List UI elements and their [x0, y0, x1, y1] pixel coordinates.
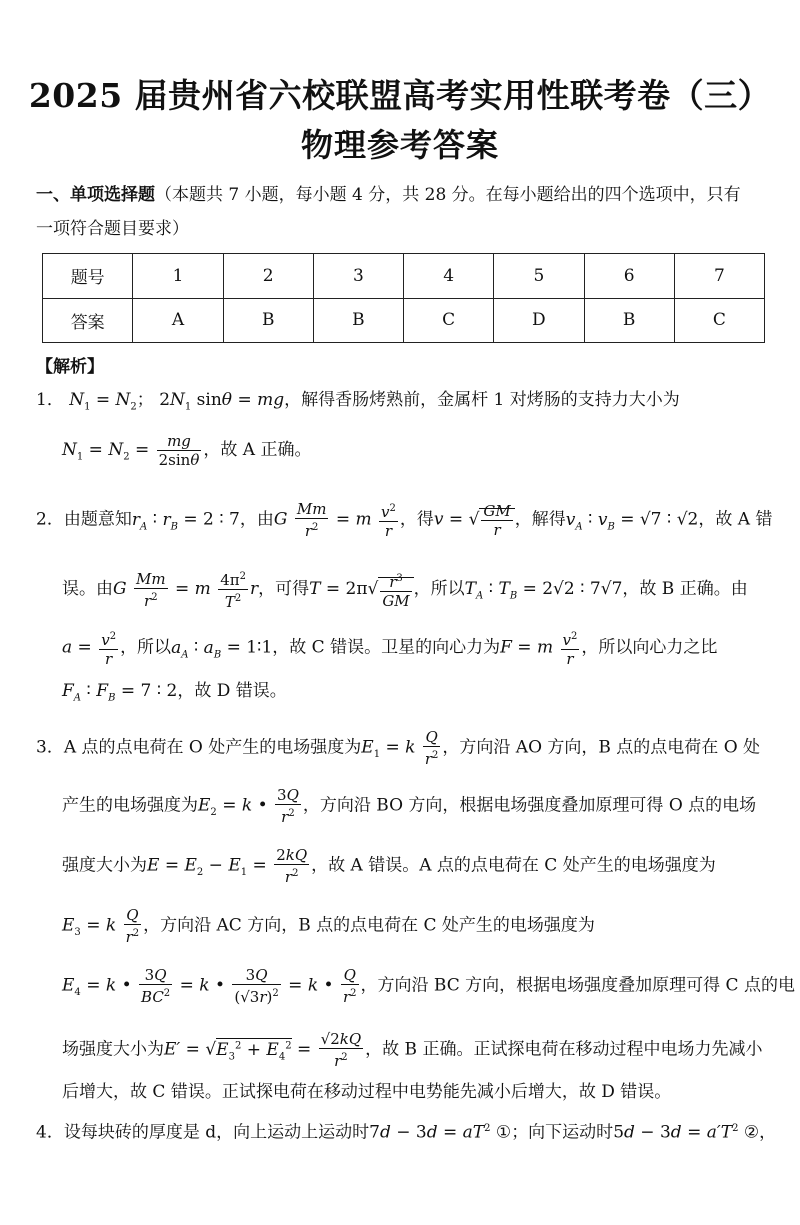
q4-number: 4．	[36, 1122, 64, 1143]
table-cell: 6	[584, 254, 674, 299]
table-cell: 4	[404, 254, 494, 299]
table-cell: B	[313, 298, 403, 343]
q2-text: ，所以向心力之比	[581, 637, 718, 658]
q3-line-3: 强度大小为$E = E_2 - E_1$ = $\frac{2kQ}{r^2}$ ，故 A 错误。A 点的点电荷在 C 处产生的电场强度为	[62, 846, 716, 886]
q2-text: ，得	[399, 509, 434, 530]
table-cell-label: 题号	[43, 254, 133, 299]
section-1-desc: （本题共 7 小题，每小题 4 分，共 28 分。在每小题给出的四个选项中，只有	[155, 185, 741, 205]
q3-line-1: 3．A 点的点电荷在 O 处产生的电场强度为$E_1 = k$ $\frac{Q}{r^2}$ ，方向沿 AO 方向，B 点的点电荷在 O 处	[36, 728, 761, 768]
q3-text: ，方向沿 BO 方向，根据电场强度叠加原理可得 O 点的电场	[302, 795, 757, 816]
q2-text: ，所以	[120, 637, 172, 658]
table-row	[43, 254, 765, 299]
q2-line-1: 2．由题意知$r_A$ ∶ $r_B = 2$ ∶ 7，由G $\frac{Mm}{r^2}$ = m $\frac{v^2}{r}$ ，得v = √ $\frac{GM}{r}$ ，解得$v_A$ ∶ $v_B = √7$ ∶ √2，故 A 错	[36, 500, 773, 540]
q3-number: 3．	[36, 737, 64, 758]
q4-line-1: 4．设每块砖的厚度是 d，向上运动上运动时$7d - 3d = aT^2$ ①；向下运动时$5d - 3d = a'T^2$ ②，	[36, 1122, 777, 1143]
q2-text: 误。由	[62, 579, 113, 599]
q2-text: ，解得	[514, 509, 566, 530]
q1-text: ，故 A 正确。	[203, 440, 312, 460]
q2-text: ，故 C 错误。卫星的向心力为	[272, 637, 501, 658]
q2-number: 2．	[36, 509, 64, 530]
page-title: 2025 届贵州省六校联盟高考实用性联考卷（三）	[28, 76, 772, 115]
q3-line-5: $E_4 = k$ • $\frac{3Q}{BC^2}$ = k • $\frac{3Q}{(√3r)^2}$ = k • $\frac{Q}{r^2}$ ，方向沿 BC 方向，根据电场强度叠加原理可得 C 点的电	[62, 966, 795, 1006]
q2-text: 由题意知	[63, 509, 132, 530]
q3-line-2: 产生的电场强度为$E_2 = k$ • $\frac{3Q}{r^2}$ ，方向沿 BO 方向，根据电场强度叠加原理可得 O 点的电场	[62, 786, 757, 826]
q2-text: ，所以	[413, 579, 465, 599]
table-cell: C	[404, 298, 494, 343]
q2-text: ，可得	[258, 579, 310, 599]
q1-text: ；	[136, 390, 154, 410]
q3-line-6: 场强度大小为$E' = √E_3^2 + E_4^2$ = $\frac{√2kQ}{r^2}$ ，故 B 正确。正试探电荷在移动过程中电场力先减小	[62, 1030, 763, 1070]
analysis-heading: 【解析】	[36, 357, 104, 377]
q1-line-1: 1． $N_1 = N_2$； $2N_1$ sinθ = mg，解得香肠烤熟前，金属杆 1 对烤肠的支持力大小为	[36, 390, 680, 413]
section-1-desc-2: 一项符合题目要求）	[36, 219, 189, 239]
answer-table	[42, 253, 765, 343]
q2-text: ，故 D 错误。	[177, 681, 287, 701]
q1-number: 1．	[36, 390, 64, 410]
q3-text: ，方向沿 BC 方向，根据电场强度叠加原理可得 C 点的电	[360, 975, 795, 996]
section-1-intro	[36, 178, 766, 246]
q3-line-4: $E_3 = k$ $\frac{Q}{r^2}$ ，方向沿 AC 方向，B 点的点电荷在 C 处产生的电场强度为	[62, 906, 595, 946]
section-1-heading: 一、单项选择题	[36, 185, 155, 205]
table-cell: B	[223, 298, 313, 343]
q4-text: 设每块砖的厚度是 d，向上运动上运动时	[63, 1122, 370, 1143]
table-cell: 1	[133, 254, 223, 299]
q2-line-2: 误。由G $\frac{Mm}{r^2}$ = m $\frac{4\pi^2}{T^2}$ r，可得T = 2π√ $\frac{r^3}{GM}$ ，所以$T_A$ ∶ $T_B = 2√2$ ∶ 7√7，故 B 正确。由	[62, 569, 748, 611]
q4-text: ；向下运动时	[511, 1122, 614, 1143]
table-cell: 7	[674, 254, 764, 299]
q1-line-2: $N_1 = N_2$ = $\frac{mg}{2\sin\theta}$ ，故 A 正确。	[62, 432, 312, 469]
q3-line-7: 后增大，故 C 错误。正试探电荷在移动过程中电势能先减小后增大，故 D 错误。	[62, 1082, 672, 1102]
q4-text: ，	[759, 1122, 777, 1143]
q3-text: 场强度大小为	[62, 1039, 164, 1060]
table-cell: C	[674, 298, 764, 343]
table-row	[43, 298, 765, 343]
q3-text: 产生的电场强度为	[62, 795, 198, 816]
q3-text: A 点的点电荷在 O 处产生的电场强度为	[63, 737, 362, 758]
q3-text: 强度大小为	[62, 855, 147, 876]
table-cell: 2	[223, 254, 313, 299]
page-subtitle: 物理参考答案	[300, 126, 499, 164]
q2-text: ，由	[239, 509, 274, 530]
table-cell: 3	[313, 254, 403, 299]
q3-text: ，故 B 正确。正试探电荷在移动过程中电场力先减小	[365, 1039, 763, 1060]
q2-text: ，故 A 错	[698, 509, 773, 530]
q1-text: ，解得香肠烤熟前，金属杆 1 对烤肠的支持力大小为	[284, 390, 680, 410]
q2-line-4: $F_A$ ∶ $F_B = 7$ ∶ 2，故 D 错误。	[62, 681, 287, 704]
table-cell: D	[494, 298, 584, 343]
q2-line-3: a = $\frac{v^2}{r}$ ，所以$a_A$ ∶ $a_B$ = 1∶1，故 C 错误。卫星的向心力为F = m $\frac{v^2}{r}$ ，所以向心力之比	[62, 628, 792, 668]
table-cell: B	[584, 298, 674, 343]
q3-text: ，故 A 错误。A 点的点电荷在 C 处产生的电场强度为	[311, 855, 716, 876]
table-cell-label: 答案	[43, 298, 133, 343]
q3-text: ，方向沿 AC 方向，B 点的点电荷在 C 处产生的电场强度为	[143, 915, 595, 936]
table-cell: 5	[494, 254, 584, 299]
q2-text: ，故 B 正确。由	[622, 579, 748, 599]
q3-text: ，方向沿 AO 方向，B 点的点电荷在 O 处	[442, 737, 761, 758]
table-cell: A	[133, 298, 223, 343]
